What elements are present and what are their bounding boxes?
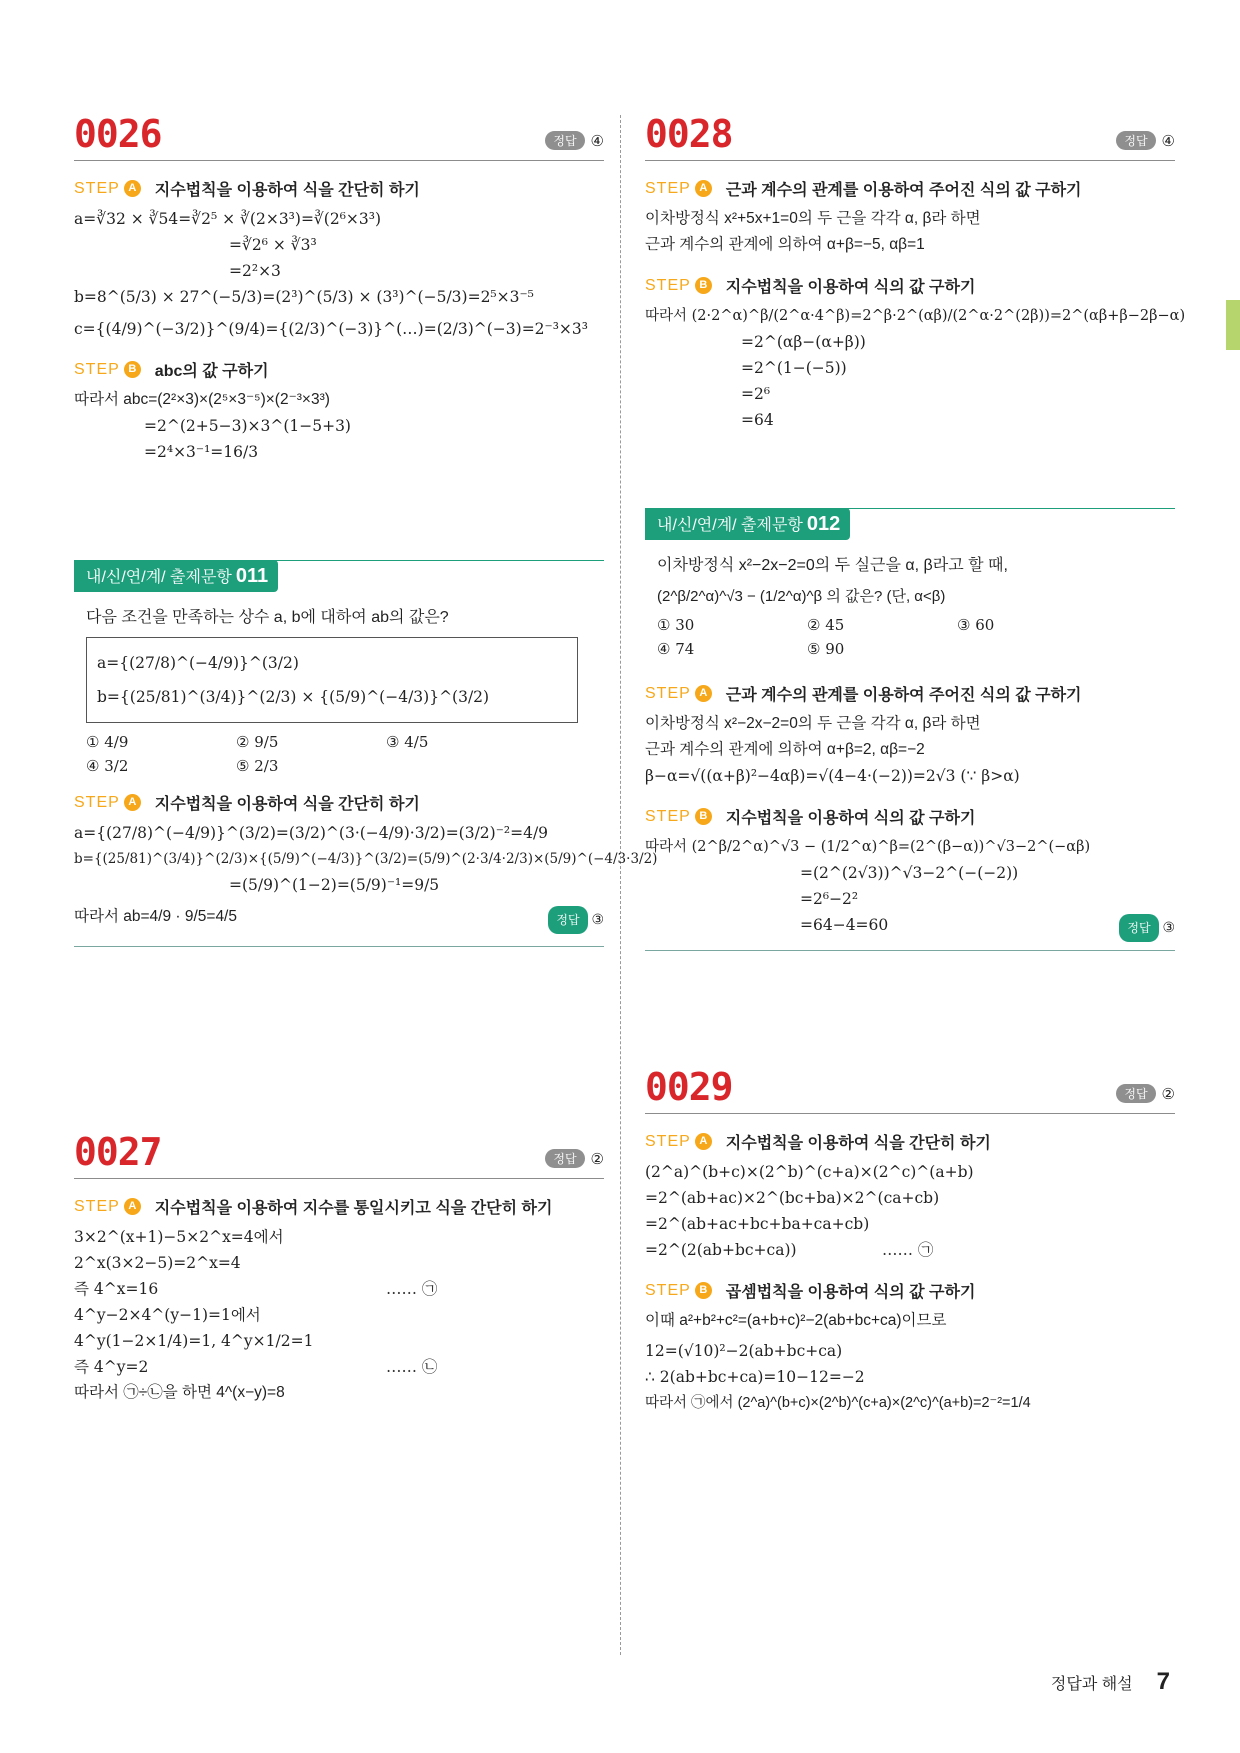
problem-number: 0027: [74, 1130, 162, 1174]
math-line: a=∛32 × ∛54=∛2⁵ × ∛(2×3³)=∛(2⁶×3³): [74, 210, 382, 228]
step-a-heading: [74, 1195, 604, 1218]
step-letter-a: A: [695, 180, 712, 197]
problem-header: [645, 1065, 1175, 1114]
math-line: 따라서 ㉠에서 (2^a)^(b+c)×(2^b)^(c+a)×(2^c)^(a+b)=2⁻²=1/4: [645, 1395, 1031, 1411]
math-line: b={(25/81)^(3/4)}^(2/3)×{(5/9)^(−4/3)}^(3/2)=(5/9)^(2·3/4·2/3)×(5/9)^(−4/3·3/2): [74, 851, 658, 867]
math-line: 근과 계수의 관계에 의하여 α+β=−5, αβ=1: [645, 236, 925, 253]
answer-value: ②: [1161, 1085, 1175, 1103]
answer-label: 정답: [545, 131, 584, 150]
condition-b: b={(25/81)^(3/4)}^(2/3) × {(5/9)^(−4/3)}^(3/2): [97, 688, 490, 706]
choice-2[interactable]: ② 45: [807, 616, 845, 634]
math-line: [74, 1276, 604, 1302]
answer-label: 정답: [1119, 914, 1158, 942]
problem-number: 0028: [645, 112, 733, 156]
math-text: =64−4=60: [800, 916, 889, 934]
problem-header: [645, 112, 1175, 161]
math-text: =2^(2(ab+bc+ca)): [645, 1241, 797, 1259]
step-word: STEP: [645, 807, 691, 825]
step-letter-a: A: [124, 1198, 141, 1215]
column-divider: [620, 115, 621, 1655]
answer-badge: [545, 131, 604, 150]
math-line: 따라서 (2·2^α)^β/(2^α·4^β)=2^β·2^(αβ)/(2^α·2^(2β))=2^(αβ+β−2β−α): [645, 308, 1186, 324]
math-line: =2^(ab+ac)×2^(bc+ba)×2^(ca+cb): [645, 1189, 940, 1207]
step-b-heading: [645, 805, 1175, 828]
math-line: =2⁶: [741, 385, 771, 403]
answer-badge: [548, 906, 604, 934]
problem-banner-row: [74, 560, 604, 594]
math-line: =(5/9)^(1−2)=(5/9)⁻¹=9/5: [229, 876, 440, 894]
math-line: (2^a)^(b+c)×(2^b)^(c+a)×(2^c)^(a+b): [645, 1163, 974, 1181]
math-line: 3×2^(x+1)−5×2^x=4에서: [74, 1228, 284, 1246]
step-b-heading: [74, 358, 604, 381]
step-title: 지수법칙을 이용하여 식의 값 구하기: [725, 279, 976, 296]
step-letter-a: A: [695, 685, 712, 702]
step-title: 지수법칙을 이용하여 식을 간단히 하기: [154, 182, 420, 199]
problem-banner: [74, 560, 278, 592]
math-line: ∴ 2(ab+bc+ca)=10−12=−2: [645, 1368, 865, 1386]
step-title: 지수법칙을 이용하여 식을 간단히 하기: [725, 1135, 991, 1152]
step-title: 지수법칙을 이용하여 지수를 통일시키고 식을 간단히 하기: [154, 1200, 553, 1217]
step-a-heading: [645, 177, 1175, 200]
math-line: [74, 1354, 604, 1380]
math-line: b=8^(5/3) × 27^(−5/3)=(2³)^(5/3) × (3³)^(−5/3)=2⁵×3⁻⁵: [74, 288, 534, 306]
equation-marker: …… ㉡: [386, 1358, 438, 1376]
answer-badge: [1116, 1084, 1175, 1103]
problem-0026: [74, 112, 604, 465]
problem-0028: [645, 112, 1186, 433]
step-letter-b: B: [695, 1282, 712, 1299]
math-line: 이차방정식 x²−2x−2=0의 두 근을 각각 α, β라 하면: [645, 715, 981, 732]
problem-banner-row: [645, 508, 1175, 542]
answer-value: ④: [590, 132, 604, 150]
choice-1[interactable]: ① 30: [657, 616, 695, 634]
math-text: 즉 4^y=2: [74, 1358, 149, 1376]
answer-value: ②: [590, 1150, 604, 1168]
choice-5[interactable]: ⑤ 90: [807, 640, 845, 658]
conclusion-text: 따라서 ab=4/9 · 9/5=4/5: [74, 908, 237, 925]
step-title: 지수법칙을 이용하여 식의 값 구하기: [725, 810, 976, 827]
step-letter-a: A: [124, 794, 141, 811]
math-line: 따라서 ㉠÷㉡을 하면 4^(x−y)=8: [74, 1384, 285, 1401]
math-line: a={(27/8)^(−4/9)}^(3/2)=(3/2)^(3·(−4/9)·3/2)=(3/2)⁻²=4/9: [74, 824, 549, 842]
math-line: [74, 904, 604, 930]
step-word: STEP: [645, 276, 691, 294]
step-word: STEP: [645, 1281, 691, 1299]
step-letter-b: B: [695, 808, 712, 825]
step-title: abc의 값 구하기: [154, 363, 269, 380]
answer-label: 정답: [1116, 1084, 1155, 1103]
math-line: =2^(αβ−(α+β)): [741, 333, 866, 351]
math-line: =∛2⁶ × ∛3³: [229, 236, 317, 254]
step-word: STEP: [74, 179, 120, 197]
equation-marker: …… ㉠: [386, 1280, 438, 1298]
related-problem-012: [645, 508, 1175, 951]
footer-section-title: 정답과 해설: [1050, 1676, 1133, 1693]
math-line: =2^(ab+ac+bc+ba+ca+cb): [645, 1215, 870, 1233]
answer-value: ③: [591, 911, 604, 927]
problem-banner: [645, 508, 850, 540]
math-line: c={(4/9)^(−3/2)}^(9/4)={(2/3)^(−3)}^(…)=(2/3)^(−3)=2⁻³×3³: [74, 320, 588, 338]
step-word: STEP: [74, 360, 120, 378]
answer-badge: [545, 1149, 604, 1168]
step-title: 근과 계수의 관계를 이용하여 주어진 식의 값 구하기: [725, 182, 1082, 199]
problem-0029: [645, 1065, 1175, 1416]
step-b-heading: [645, 274, 1175, 297]
answer-choices: [657, 616, 1163, 658]
section-separator: [645, 950, 1175, 951]
math-line: =2⁴×3⁻¹=16/3: [144, 443, 259, 461]
step-a-heading: [74, 791, 604, 814]
math-line: 이차방정식 x²+5x+1=0의 두 근을 각각 α, β라 하면: [645, 210, 981, 227]
choice-1[interactable]: ① 4/9: [86, 733, 129, 751]
step-word: STEP: [74, 793, 120, 811]
choice-4[interactable]: ④ 74: [657, 640, 695, 658]
step-word: STEP: [645, 684, 691, 702]
condition-box: [86, 637, 578, 723]
step-title: 곱셈법칙을 이용하여 식의 값 구하기: [725, 1284, 976, 1301]
math-line: =2^(2+5−3)×3^(1−5+3): [144, 417, 351, 435]
banner-number: 012: [806, 513, 841, 535]
answer-choices: [86, 733, 592, 775]
math-line: β−α=√((α+β)²−4αβ)=√(4−4·(−2))=2√3 (∵ β>α): [645, 767, 1020, 785]
step-word: STEP: [645, 1132, 691, 1150]
step-a-heading: [645, 682, 1175, 705]
step-word: STEP: [645, 179, 691, 197]
problem-0027: [74, 1130, 604, 1406]
math-line: 따라서 (2^β/2^α)^√3 − (1/2^α)^β=(2^(β−α))^√3−2^(−αβ): [645, 839, 1091, 855]
banner-label: 내/신/연/계/ 출제문항: [86, 569, 232, 586]
equation-marker: …… ㉠: [882, 1241, 934, 1259]
math-line: 따라서 abc=(2²×3)×(2⁵×3⁻⁵)×(2⁻³×3³): [74, 391, 330, 408]
step-a-heading: [74, 177, 604, 200]
problem-header: [74, 112, 604, 161]
banner-label: 내/신/연/계/ 출제문항: [657, 517, 803, 534]
section-separator: [74, 946, 604, 947]
choice-3[interactable]: ③ 60: [957, 616, 995, 634]
answer-value: ④: [1161, 132, 1175, 150]
choice-2[interactable]: ② 9/5: [236, 733, 279, 751]
problem-number: 0026: [74, 112, 162, 156]
math-line: =2^(1−(−5)): [741, 359, 847, 377]
question-text: 다음 조건을 만족하는 상수 a, b에 대하여 ab의 값은?: [86, 609, 449, 626]
math-line: 12=(√10)²−2(ab+bc+ca): [645, 1342, 843, 1360]
math-line: 근과 계수의 관계에 의하여 α+β=2, αβ=−2: [645, 741, 925, 758]
related-problem-011: [74, 560, 658, 947]
math-line: =(2^(2√3))^√3−2^(−(−2)): [800, 864, 1019, 882]
math-line: [645, 1237, 1175, 1263]
math-line: =2⁶−2²: [800, 890, 859, 908]
choice-4[interactable]: ④ 3/2: [86, 757, 129, 775]
step-b-heading: [645, 1279, 1175, 1302]
step-letter-b: B: [124, 361, 141, 378]
choice-5[interactable]: ⑤ 2/3: [236, 757, 279, 775]
math-line: =64: [741, 411, 774, 429]
answer-badge: [1119, 914, 1175, 942]
answer-value: ③: [1162, 919, 1175, 935]
step-word: STEP: [74, 1197, 120, 1215]
step-a-heading: [645, 1130, 1175, 1153]
question-expression: (2^β/2^α)^√3 − (1/2^α)^β 의 값은? (단, α<β): [657, 588, 946, 605]
math-line: 이때 a²+b²+c²=(a+b+c)²−2(ab+bc+ca)이므로: [645, 1312, 947, 1329]
choice-3[interactable]: ③ 4/5: [386, 733, 429, 751]
answer-label: 정답: [1116, 131, 1155, 150]
step-title: 근과 계수의 관계를 이용하여 주어진 식의 값 구하기: [725, 687, 1082, 704]
question-text: 이차방정식 x²−2x−2=0의 두 실근을 α, β라고 할 때,: [657, 557, 1008, 574]
step-letter-b: B: [695, 277, 712, 294]
condition-a: a={(27/8)^(−4/9)}^(3/2): [97, 654, 299, 672]
problem-number: 0029: [645, 1065, 733, 1109]
answer-badge: [1116, 131, 1175, 150]
problem-header: [74, 1130, 604, 1179]
math-line: =2²×3: [229, 262, 281, 280]
answer-label: 정답: [545, 1149, 584, 1168]
math-line: [645, 912, 1175, 938]
banner-number: 011: [235, 565, 269, 587]
page-footer: [1051, 1668, 1170, 1696]
answer-label: 정답: [548, 906, 587, 934]
math-line: 4^y(1−2×1/4)=1, 4^y×1/2=1: [74, 1332, 314, 1350]
math-line: 2^x(3×2−5)=2^x=4: [74, 1254, 241, 1272]
math-line: 4^y−2×4^(y−1)=1에서: [74, 1306, 261, 1324]
page-number: 7: [1156, 1668, 1170, 1695]
step-title: 지수법칙을 이용하여 식을 간단히 하기: [154, 796, 420, 813]
math-text: 즉 4^x=16: [74, 1280, 159, 1298]
step-letter-a: A: [695, 1133, 712, 1150]
step-letter-a: A: [124, 180, 141, 197]
side-tab-marker: [1226, 300, 1240, 350]
